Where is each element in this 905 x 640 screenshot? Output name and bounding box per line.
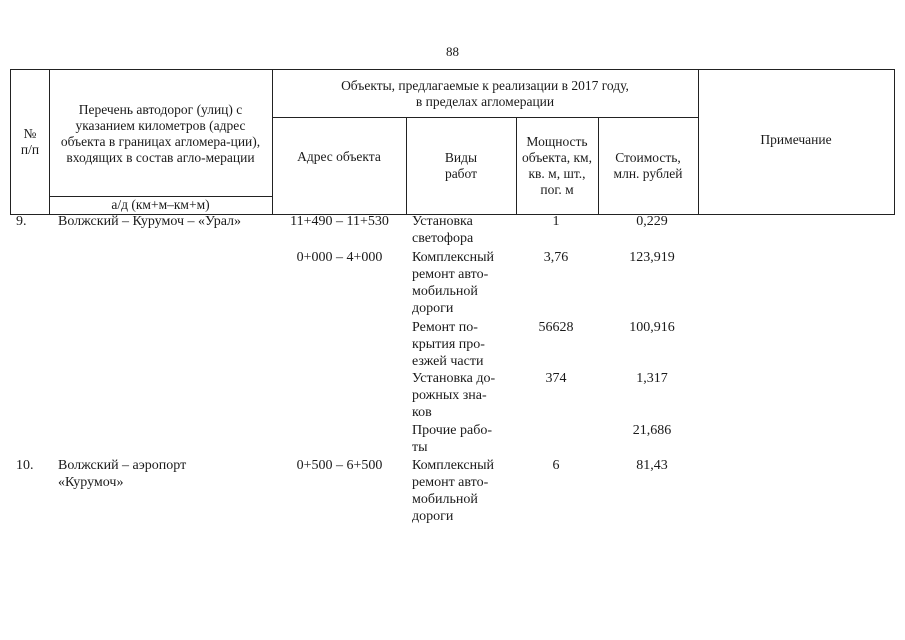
header-objects-group: Объекты, предлагаемые к реализации в 2017 году, в пределах агломерации <box>341 77 629 109</box>
cost-value: 123,919 <box>629 250 675 265</box>
road-name: Волжский – Курумоч – «Урал» <box>58 214 242 229</box>
road-name: Волжский – аэропорт «Курумоч» <box>58 458 187 490</box>
object-address: 11+490 – 11+530 <box>290 214 389 229</box>
page-number: 88 <box>446 44 459 59</box>
header-note: Примечание <box>760 132 832 147</box>
capacity-value: 1 <box>552 214 560 229</box>
header-capacity: Мощность объекта, км, кв. м, шт., пог. м <box>522 133 592 197</box>
header-works: Виды работ <box>444 149 478 181</box>
work-type: Прочие рабо- ты <box>412 423 492 455</box>
row-number: 10. <box>16 458 34 473</box>
object-address: 0+500 – 6+500 <box>296 458 383 473</box>
header-road-subtitle: а/д (км+м–км+м) <box>111 197 210 212</box>
header-road-list: Перечень автодорог (улиц) с указанием километров (адрес объекта в границах агломера-ции), входящих в состав агло-мерации <box>60 102 261 165</box>
work-type: Установка до- рожных зна- ков <box>412 371 496 420</box>
header-address: Адрес объекта <box>297 149 381 164</box>
capacity-value: 6 <box>552 458 560 473</box>
work-type: Комплексный ремонт авто- мобильной дороги <box>412 250 494 316</box>
capacity-value: 56628 <box>538 320 574 335</box>
cost-value: 21,686 <box>632 423 672 438</box>
table-header <box>10 69 895 215</box>
object-address: 0+000 – 4+000 <box>296 250 383 265</box>
cost-value: 81,43 <box>636 458 668 473</box>
cost-value: 1,317 <box>636 371 668 386</box>
work-type: Установка светофора <box>412 214 474 246</box>
work-type: Ремонт по- крытия про- езжей части <box>412 320 485 369</box>
capacity-value: 3,76 <box>543 250 569 265</box>
capacity-value: 374 <box>545 371 567 386</box>
work-type: Комплексный ремонт авто- мобильной дороги <box>412 458 494 524</box>
cost-value: 100,916 <box>629 320 675 335</box>
header-number: № п/п <box>20 126 40 157</box>
cost-value: 0,229 <box>636 214 668 229</box>
row-number: 9. <box>16 214 27 229</box>
header-cost: Стоимость, млн. рублей <box>613 149 683 181</box>
